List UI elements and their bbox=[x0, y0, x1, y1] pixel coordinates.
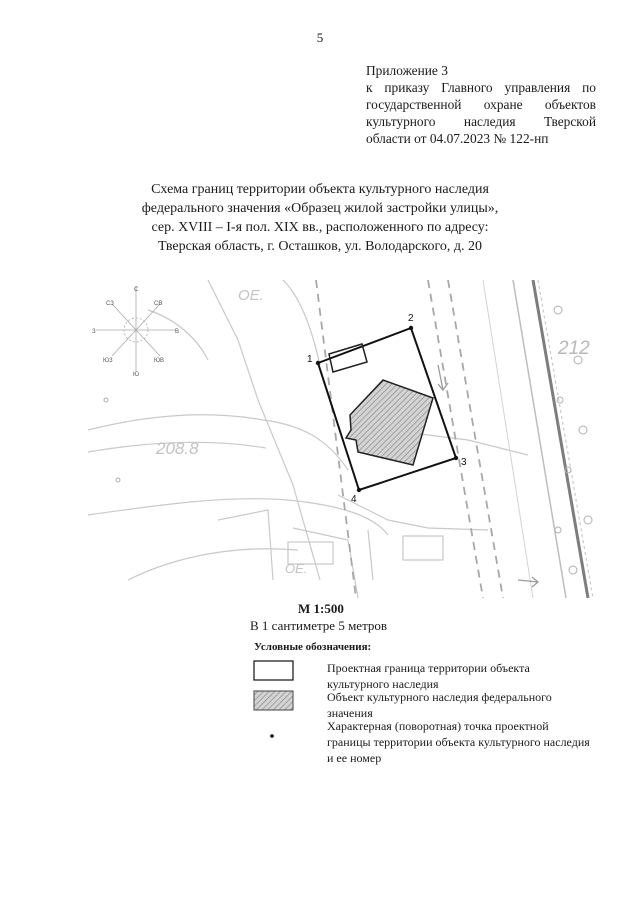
heritage-object-building bbox=[346, 380, 433, 465]
title-line: Схема границ территории объекта культурного наследия bbox=[151, 182, 489, 197]
appendix-line: государственной охране объектов bbox=[366, 97, 596, 112]
scale-info bbox=[250, 600, 387, 634]
title-line: Тверская область, г. Осташков, ул. Володарского, д. 20 bbox=[158, 239, 482, 254]
map-label: ОЕ. bbox=[238, 287, 264, 304]
legend-item-boundary: Проектная граница территории объекта культурного наследия bbox=[327, 661, 530, 691]
legend-item-point: Характерная (поворотная) точка проектной границы территории объекта культурного наследия и ее номер bbox=[327, 719, 590, 765]
appendix-header bbox=[366, 62, 596, 147]
document-title bbox=[60, 180, 580, 256]
appendix-line: Приложение 3 bbox=[366, 63, 448, 78]
compass-se: ЮВ bbox=[154, 358, 165, 364]
map-label: ОЕ. bbox=[285, 561, 308, 576]
point-label-2: 2 bbox=[408, 313, 414, 324]
point-label-3: 3 bbox=[461, 457, 467, 468]
outbuilding bbox=[329, 344, 367, 372]
compass-n: С bbox=[134, 287, 139, 293]
map-label: 208.8 bbox=[156, 439, 199, 458]
boundary-map bbox=[88, 280, 604, 598]
map-label: 212 bbox=[558, 338, 590, 359]
compass-e: В bbox=[175, 329, 180, 335]
legend-item-heritage: Объект культурного наследия федерального значения bbox=[327, 690, 552, 720]
legend-point-symbol bbox=[269, 733, 275, 739]
background-arrows bbox=[438, 365, 538, 587]
compass-nw: СЗ bbox=[106, 301, 114, 307]
scale-ratio: М 1:500 bbox=[298, 601, 344, 616]
scale-note: В 1 сантиметре 5 метров bbox=[250, 618, 388, 633]
appendix-line: области от 04.07.2023 № 122-нп bbox=[366, 131, 549, 146]
title-line: сер. XVIII – I-я пол. XIX вв., расположенного по адресу: bbox=[151, 220, 489, 235]
background-map bbox=[88, 280, 528, 598]
road-lines bbox=[483, 280, 593, 598]
legend-boundary-symbol bbox=[253, 660, 295, 682]
appendix-line: к приказу Главного управления по bbox=[366, 80, 596, 95]
compass-rose bbox=[92, 286, 179, 378]
appendix-line: культурного наследия Тверской bbox=[366, 114, 596, 129]
compass-s: Ю bbox=[133, 372, 140, 378]
point-label-1: 1 bbox=[307, 354, 313, 365]
compass-w: З bbox=[92, 329, 96, 335]
compass-sw: ЮЗ bbox=[103, 358, 113, 364]
legend-title: Условные обозначения: bbox=[254, 641, 372, 653]
title-line: федерального значения «Образец жилой застройки улицы», bbox=[141, 201, 499, 216]
point-label-4: 4 bbox=[351, 494, 357, 505]
legend-heritage-symbol bbox=[253, 690, 295, 712]
compass-ne: СВ bbox=[154, 301, 163, 307]
page-number: 5 bbox=[316, 30, 324, 45]
